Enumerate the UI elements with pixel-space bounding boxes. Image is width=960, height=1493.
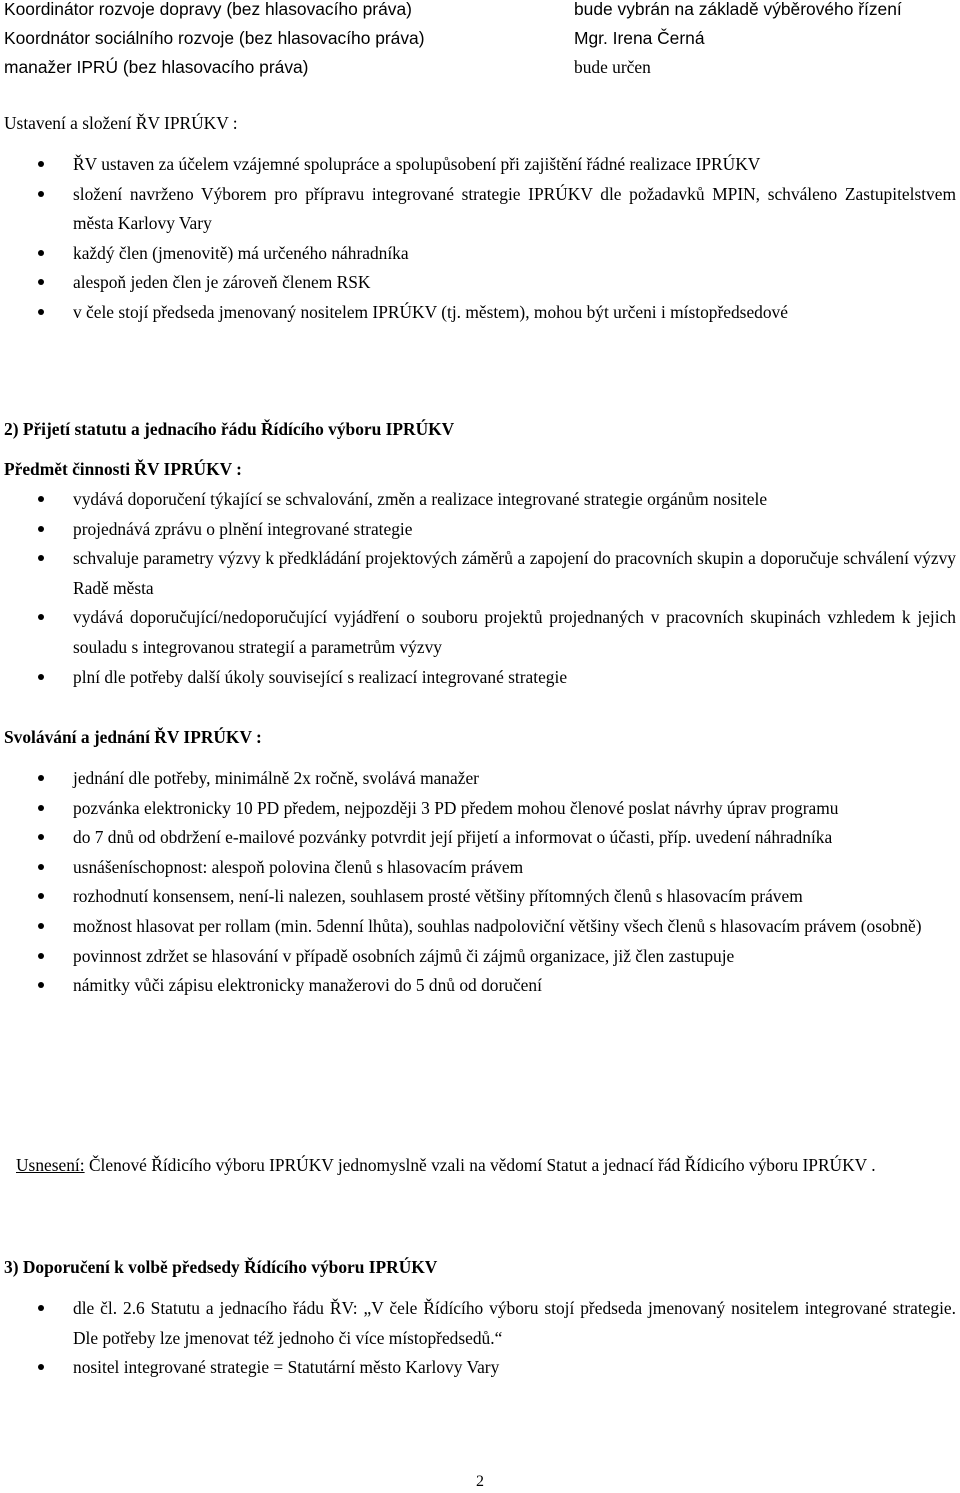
list-item: projednává zprávu o plnění integrované strategie (0, 515, 958, 545)
role-value: bude vybrán na základě výběrového řízení (574, 0, 902, 19)
section-heading-2: 2) Přijetí statutu a jednacího řádu Řídícího výboru IPRÚKV (4, 419, 455, 439)
list-item: vydává doporučení týkající se schvalování, změn a realizace integrované strategie orgánům nositele (0, 485, 958, 515)
list-item: rozhodnutí konsensem, není-li nalezen, souhlasem prosté většiny přítomných členů s hlasovacím právem (0, 882, 958, 912)
subheading-predmet-cinnosti: Předmět činnosti ŘV IPRÚKV : (4, 459, 242, 479)
list-item: pozvánka elektronicky 10 PD předem, nejpozději 3 PD předem mohou členové poslat návrhy úprav programu (0, 794, 958, 824)
list-item: dle čl. 2.6 Statutu a jednacího řádu ŘV: „V čele Řídícího výboru stojí předseda jmenovaný nositelem integrované strategie. Dle potřeby lze jmenovat též jednoho či více místopředsedů.“ (0, 1294, 958, 1353)
section-heading-3: 3) Doporučení k volbě předsedy Řídícího výboru IPRÚKV (4, 1257, 438, 1277)
role-table (4, 0, 956, 82)
list-item: schvaluje parametry výzvy k předkládání projektových záměrů a zapojení do pracovních skupin a doporučuje schválení výzvy Radě města (0, 544, 958, 603)
list-item: v čele stojí předseda jmenovaný nositelem IPRÚKV (tj. městem), mohou být určeni i místopředsedové (0, 298, 958, 328)
role-name: Koordnátor sociálního rozvoje (bez hlasovacího práva) (4, 28, 425, 48)
role-row (4, 0, 956, 24)
list-item: povinnost zdržet se hlasování v případě osobních zájmů či zájmů organizace, již člen zastupuje (0, 942, 958, 972)
svolavani-list (0, 764, 958, 1001)
section-heading-svolavani: Svolávání a jednání ŘV IPRÚKV : (4, 727, 262, 747)
list-item: každý člen (jmenovitě) má určeného náhradníka (0, 239, 958, 269)
role-name: Koordinátor rozvoje dopravy (bez hlasovacího práva) (4, 0, 412, 19)
list-item: ŘV ustaven za účelem vzájemné spolupráce a spolupůsobení při zajištění řádné realizace IPRÚKV (0, 150, 958, 180)
list-item: alespoň jeden člen je zároveň členem RSK (0, 268, 958, 298)
predmet-list (0, 485, 958, 692)
list-item: do 7 dnů od obdržení e-mailové pozvánky potvrdit její přijetí a informovat o účasti, příp. uvedení náhradníka (0, 823, 958, 853)
role-value: Mgr. Irena Černá (574, 28, 705, 48)
list-item: námitky vůči zápisu elektronicky manažerovi do 5 dnů od doručení (0, 971, 958, 1001)
resolution-text: Členové Řídicího výboru IPRÚKV jednomyslně vzali na vědomí Statut a jednací řád Řídicího výboru IPRÚKV . (84, 1155, 876, 1175)
list-item: složení navrženo Výborem pro přípravu integrované strategie IPRÚKV dle požadavků MPIN, schváleno Zastupitelstvem města Karlovy Vary (0, 180, 958, 239)
section-heading-ustaveni: Ustavení a složení ŘV IPRÚKV : (4, 113, 238, 133)
page-number: 2 (476, 1473, 484, 1490)
list-item: možnost hlasovat per rollam (min. 5denní lhůta), souhlas nadpoloviční většiny všech členů s hlasovacím právem (osobně) (0, 912, 958, 942)
list-item: vydává doporučující/nedoporučující vyjádření o souboru projektů projednaných v pracovních skupinách vzhledem k jejich souladu s integrovanou strategií a parametrům výzvy (0, 603, 958, 662)
resolution-paragraph (16, 1151, 956, 1181)
role-row (4, 53, 956, 82)
volba-list (0, 1294, 958, 1383)
ustaveni-list (0, 150, 958, 328)
role-row (4, 24, 956, 53)
resolution-label: Usnesení: (16, 1155, 85, 1175)
role-value: bude určen (574, 57, 651, 77)
list-item: nositel integrované strategie = Statutární město Karlovy Vary (0, 1353, 958, 1383)
role-name: manažer IPRÚ (bez hlasovacího práva) (4, 57, 309, 77)
list-item: plní dle potřeby další úkoly související s realizací integrované strategie (0, 663, 958, 693)
list-item: jednání dle potřeby, minimálně 2x ročně, svolává manažer (0, 764, 958, 794)
list-item: usnášeníschopnost: alespoň polovina členů s hlasovacím právem (0, 853, 958, 883)
